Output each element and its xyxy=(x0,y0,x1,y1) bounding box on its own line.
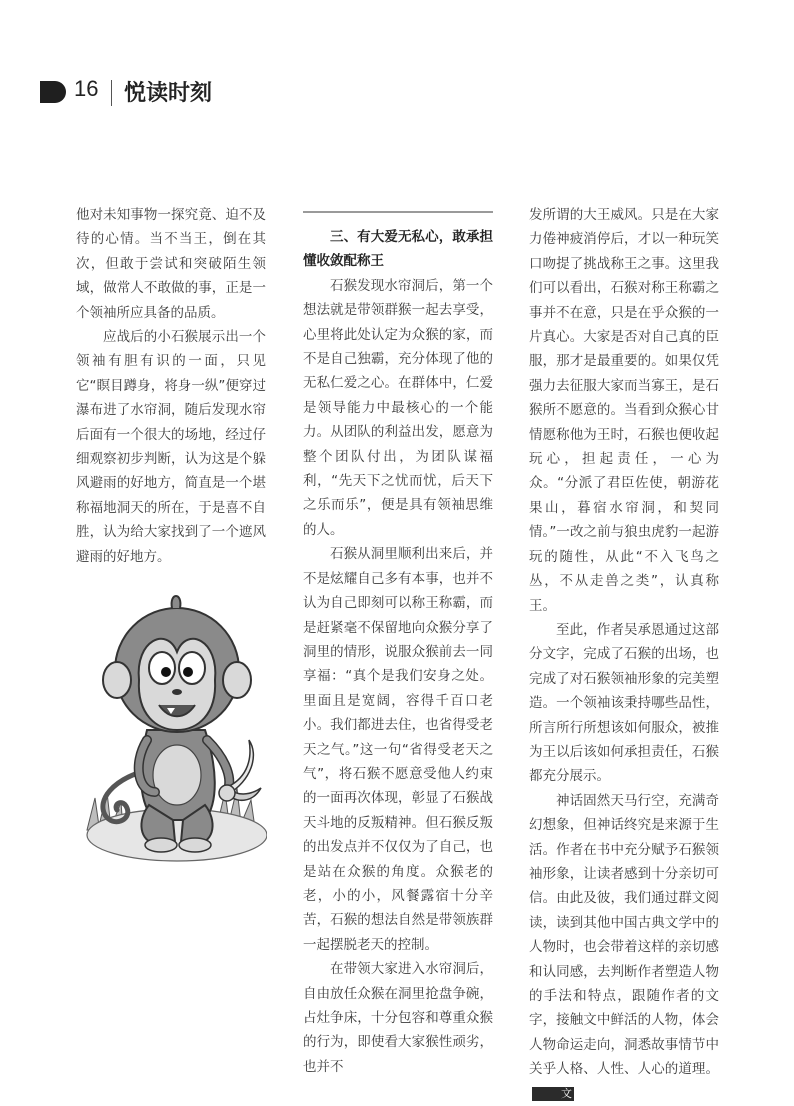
paragraph: 他对未知事物一探究竟、迫不及待的心情。当不当王，倒在其次，但敢于尝试和突破陌生领域，做常人不敢做的事，正是一个领袖所应具备的品质。 xyxy=(76,207,266,321)
column-rule xyxy=(303,211,493,213)
paragraph-last xyxy=(529,789,719,1106)
section-title: 悦读时刻 xyxy=(124,81,213,106)
monkey-illustration xyxy=(77,530,267,870)
page-number: 16 xyxy=(74,76,99,101)
column-2 xyxy=(303,225,493,1079)
header-tab-marker xyxy=(40,81,66,103)
paragraph: 应战后的小石猴展示出一个领袖有胆有识的一面，只见它“瞑目蹲身，将身一纵”便穿过瀑布进了水帘洞，随后发现水帘后面有一个很大的场地，经过仔细观察初步判断，认为这是个躲风避雨的好地方，简直是一个堪称福地洞天的所在，于是喜不自胜，认为给大家找到了一个遮风避雨的好地方。 xyxy=(76,329,266,565)
paragraph: 石猴发现水帘洞后，第一个想法就是带领群猴一起去享受，心里将此处认定为众猴的家，而不是自己独霸，充分体现了他的无私仁爱之心。在群体中，仁爱是领导能力中最核心的一个能力。从团队的利益出发，愿意为整个团队付出，为团队谋福利，“先天下之忧而忧，后天下之乐而乐”，便是具有领袖思维的人。 xyxy=(303,277,493,538)
end-mark-icon: 文 xyxy=(532,1087,574,1101)
paragraph: 至此，作者吴承恩通过这部分文字，完成了石猴的出场，也完成了对石猴领袖形象的完美塑造。一个领袖该秉持哪些品性，所言所行所想该如何服众，被推为王以后该如何承担责任，石猴都充分展示。 xyxy=(529,621,719,785)
header-divider xyxy=(111,80,112,106)
paragraph: 在带领大家进入水帘洞后，自由放任众猴在洞里抢盘争碗，占灶争床，十分包容和尊重众猴的行为，即使看大家猴性顽劣，也并不 xyxy=(303,961,493,1075)
paragraph: 发所谓的大王威风。只是在大家力倦神疲消停后，才以一种玩笑口吻提了挑战称王之事。这里我们可以看出，石猴对称王称霸之事并不在意，只是在乎众猴的一片真心。大家是否对自己真的臣服，那才是最重要的。如果仅凭强力去征服大家而当寡王，是石猴所不愿意的。当看到众猴心甘情愿称他为王时，石猴也便收起玩心，担起责任，一心为众。“分派了君臣佐使，朝游花果山，暮宿水帘洞，和契同情。”一改之前与狼虫虎豹一起游玩的随性，从此“不入飞鸟之丛，不从走兽之类”，认真称王。 xyxy=(529,207,719,614)
paragraph-text: 神话固然天马行空，充满奇幻想象，但神话终究是来源于生活。作者在书中充分赋予石猴领袖形象，让读者感到十分亲切可信。由此及彼，我们通过群文阅读，读到其他中国古典文学中的人物时，也会带着这样的亲切感和认同感，去判断作者塑造人物的手法和特点，跟随作者的文字，接触文中鲜活的人物，体会人物命运走向，洞悉故事情节中关乎人格、人性、人心的道理。 xyxy=(529,792,719,1078)
column-3 xyxy=(529,203,719,1106)
column-1 xyxy=(76,203,266,569)
subheading: 三、有大爱无私心，敢承担懂收敛配称王 xyxy=(303,229,493,270)
paragraph: 石猴从洞里顺利出来后，并不是炫耀自己多有本事，也并不认为自己即刻可以称王称霸，而是赶紧毫不保留地向众猴分享了洞里的情形，说服众猴前去一同享福：“真个是我们安身之处。里面且是宽阔，容得千百口老小。我们都进去住，也省得受老天之气。”这一句“省得受老天之气”，将石猴不愿意受他人约束的一面再次体现，彰显了石猴战天斗地的反叛精神。但石猴反叛的出发点并不仅仅为了自己，也是站在众猴的角度。众猴老的老，小的小，风餐露宿十分辛苦，石猴的想法自然是带领族群一起摆脱老天的控制。 xyxy=(303,546,493,953)
